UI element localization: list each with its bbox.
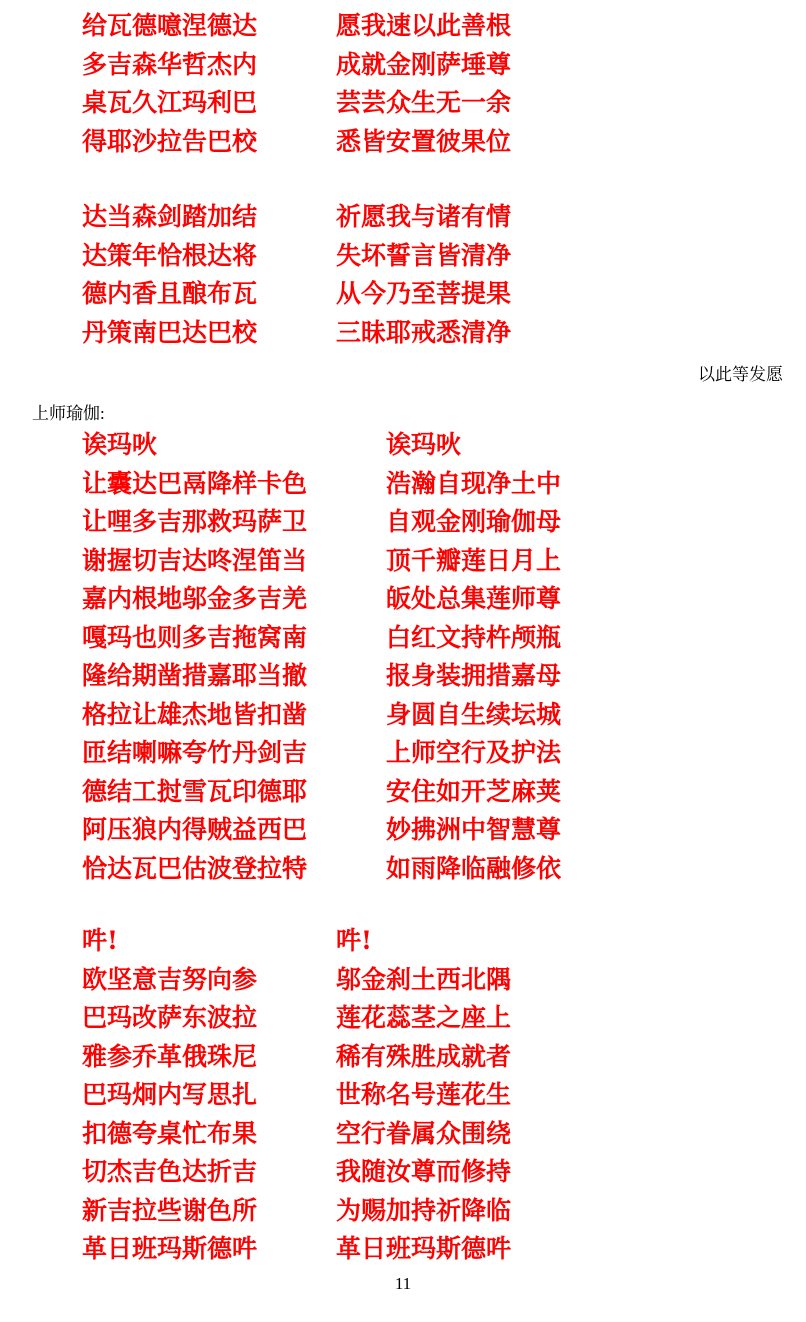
verse-line: 桌瓦久江玛利巴: [82, 88, 258, 117]
verse-line: 达当森剑踏加结: [82, 202, 258, 231]
verse-line: 隆给期凿措嘉耶当撤: [82, 661, 308, 690]
verse-line: 从今乃至菩提果: [336, 279, 512, 308]
verse-block-1-translation: [336, 7, 511, 161]
verse-line: 恰达瓦巴估波登拉特: [82, 853, 308, 883]
verse-line: 匝结喇嘛夸竹丹剑吉: [82, 738, 308, 767]
verse-line: 祈愿我与诸有情: [336, 202, 512, 231]
verse-line: 新吉拉些谢色所: [82, 1195, 258, 1225]
verse-line: 身圆自生续坛城: [386, 699, 562, 729]
verse-line: 欧坚意吉努向参: [82, 964, 258, 994]
verse-line: 白红文持杵颅瓶: [386, 622, 562, 652]
verse-line: 让囊达巴鬲降样卡色: [82, 468, 308, 498]
verse-block-1-transliteration: [82, 7, 257, 161]
verse-line: 空行眷属众围绕: [336, 1118, 512, 1148]
verse-block-3-transliteration: [82, 426, 307, 888]
verse-line: 得耶沙拉告巴校: [82, 126, 258, 156]
verse-line: 让哩多吉那救玛萨卫: [82, 507, 308, 536]
verse-line: 切杰吉色达折吉: [82, 1157, 258, 1186]
verse-line: 如雨降临融修依: [386, 853, 562, 883]
page-number: 11: [394, 1274, 412, 1293]
verse-line: 皈处总集莲师尊: [386, 584, 562, 613]
verse-line: 吽!: [82, 926, 118, 955]
verse-line: 愿我速以此善根: [336, 11, 512, 40]
verse-line: 为赐加持祈降临: [336, 1195, 512, 1225]
verse-line: 妙拂洲中智慧尊: [386, 815, 562, 844]
verse-line: 革日班玛斯德吽: [336, 1234, 512, 1263]
verse-line: 安住如开芝麻荚: [386, 776, 562, 806]
verse-line: 给瓦德噫涅德达: [82, 11, 258, 40]
verse-line: 成就金刚萨埵尊: [336, 49, 512, 79]
verse-line: 浩瀚自现净土中: [386, 468, 562, 498]
verse-line: 失坏誓言皆清净: [336, 240, 512, 270]
verse-line: 悉皆安置彼果位: [336, 126, 512, 156]
verse-line: 邬金刹土西北隅: [336, 964, 512, 994]
verse-line: 扣德夸桌忙布果: [82, 1118, 258, 1148]
verse-line: 谢握切吉达咚涅笛当: [82, 545, 308, 575]
verse-line: 达策年恰根达将: [82, 240, 258, 270]
verse-block-4-translation: [336, 922, 511, 1269]
verse-line: 顶千瓣莲日月上: [386, 545, 562, 575]
verse-block-3-translation: [386, 426, 561, 888]
verse-line: 嘉内根地邬金多吉羌: [82, 584, 308, 613]
verse-line: 芸芸众生无一余: [336, 88, 512, 117]
verse-line: 报身装拥措嘉母: [386, 661, 562, 690]
verse-line: 格拉让雄杰地皆扣凿: [82, 699, 308, 729]
verse-line: 多吉森华哲杰内: [82, 49, 258, 79]
section-heading: 上师瑜伽:: [32, 404, 105, 423]
verse-block-4-transliteration: [82, 922, 257, 1269]
verse-line: 德内香且酿布瓦: [82, 279, 258, 308]
verse-line: 稀有殊胜成就者: [336, 1041, 512, 1071]
verse-line: 我随汝尊而修持: [336, 1157, 512, 1186]
verse-line: 巴玛改萨东波拉: [82, 1003, 258, 1032]
verse-line: 莲花蕊茎之座上: [336, 1003, 512, 1032]
verse-line: 丹策南巴达巴校: [82, 317, 258, 347]
verse-line: 上师空行及护法: [386, 738, 562, 767]
verse-line: 嘎玛也则多吉拖窝南: [82, 622, 308, 652]
verse-block-2-transliteration: [82, 198, 257, 352]
verse-line: 雅参乔革俄珠尼: [82, 1041, 258, 1071]
verse-line: 阿压狼内得贼益西巴: [82, 815, 308, 844]
verse-line: 巴玛炯内写思扎: [82, 1080, 258, 1109]
verse-line: 诶玛吙: [82, 430, 158, 459]
verse-line: 德结工挝雪瓦印德耶: [82, 776, 308, 806]
verse-block-2-translation: [336, 198, 511, 352]
right-note: 以此等发愿: [698, 365, 783, 384]
verse-line: 世称名号莲花生: [336, 1080, 512, 1109]
verse-line: 三昧耶戒悉清净: [336, 317, 512, 347]
verse-line: 吽!: [336, 926, 372, 955]
verse-line: 自观金刚瑜伽母: [386, 507, 562, 536]
verse-line: 革日班玛斯德吽: [82, 1234, 258, 1263]
verse-line: 诶玛吙: [386, 430, 462, 459]
